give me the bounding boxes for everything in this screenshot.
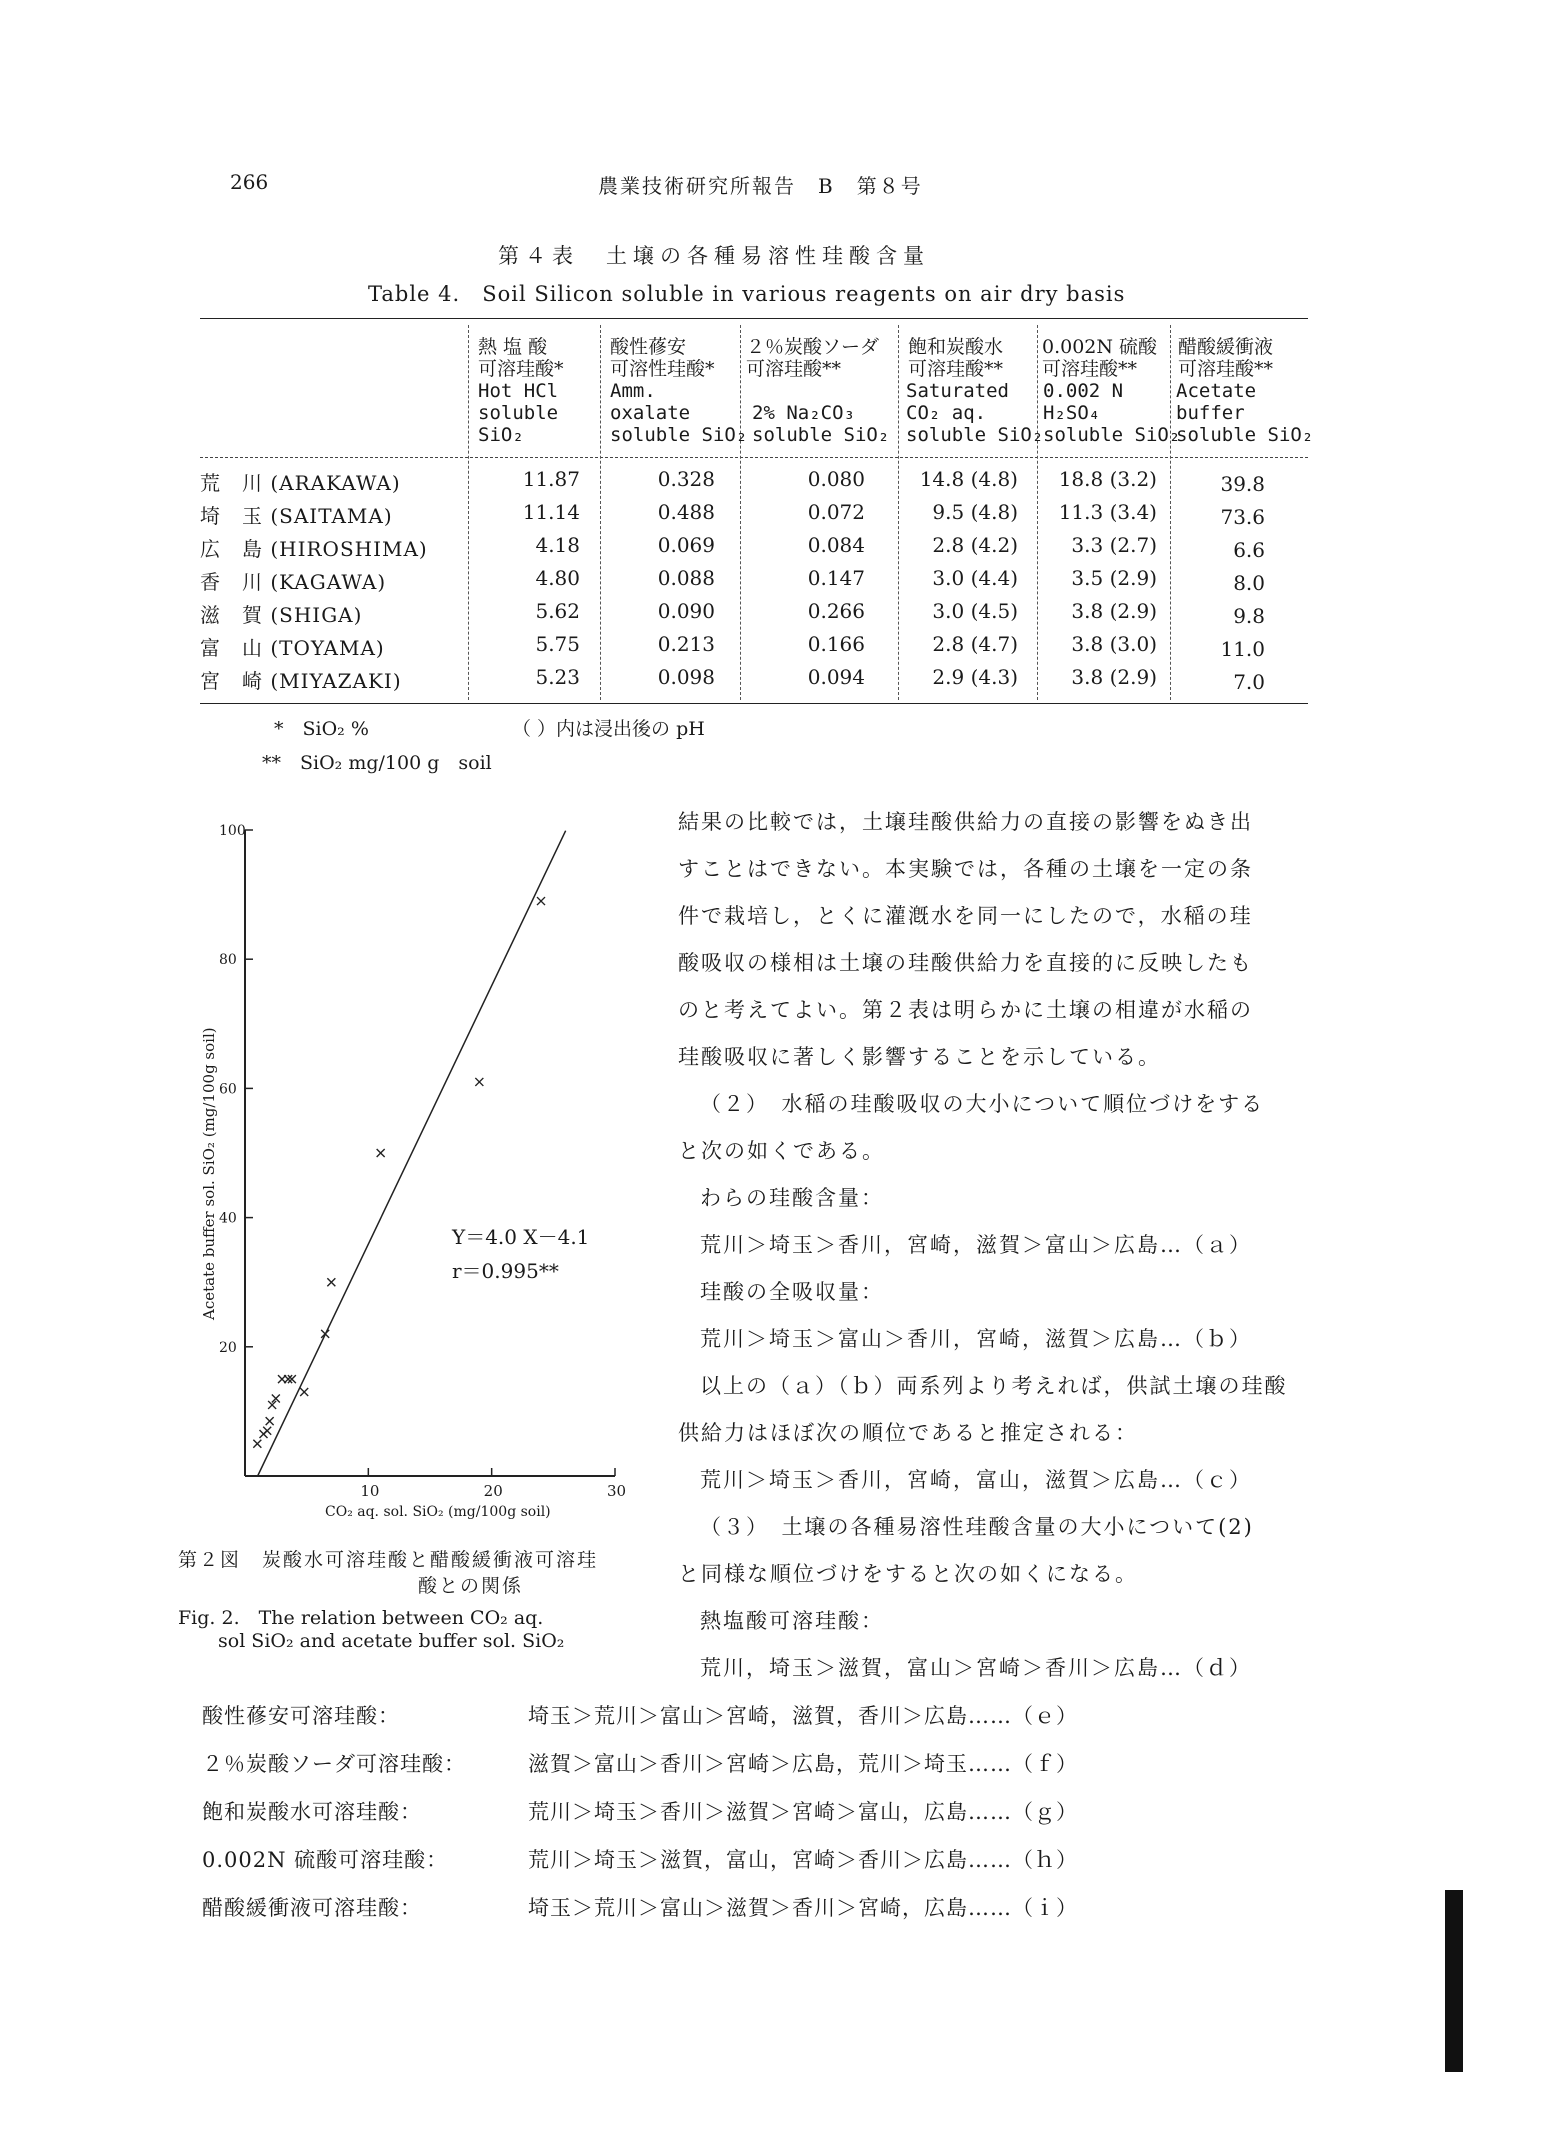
fit-equation: Y＝4.0 X－4.1 [452, 1225, 590, 1249]
x-axis-label: CO₂ aq. sol. SiO₂ (mg/100g soil) [325, 1504, 551, 1520]
table-cell: 11.0 [1220, 637, 1265, 661]
body-line: と同様な順位づけをすると次の如くになる。 [678, 1562, 1138, 1586]
page-number: 266 [230, 170, 269, 194]
row-label: 香 川 (KAGAWA) [200, 570, 387, 594]
row-label: 富 山 (TOYAMA) [200, 636, 385, 660]
table-cell: 0.328 [657, 467, 715, 491]
table-cell: 0.166 [807, 632, 865, 656]
journal-title: 農業技術研究所報告 B 第８号 [598, 174, 923, 198]
body-line: （２） 水稲の珪酸吸収の大小について順位づけをする [700, 1092, 1265, 1116]
table-cell: 11.87 [522, 467, 580, 491]
row-label: 荒 川 (ARAKAWA) [200, 471, 401, 495]
y-tick-label: 60 [219, 1081, 237, 1098]
col-header-en: Acetate buffer soluble SiO₂ [1176, 380, 1314, 446]
table-cell: 3.8 (3.0) [1071, 632, 1157, 656]
body-line: 酸吸収の様相は土壌の珪酸供給力を直接的に反映したも [678, 951, 1253, 975]
table-cell: 39.8 [1220, 472, 1265, 496]
table-cell: 73.6 [1220, 505, 1265, 529]
list-value: 埼玉＞荒川＞富山＞宮崎，滋賀，香川＞広島……（ｅ） [528, 1704, 1078, 1728]
table-cell: 5.23 [535, 665, 580, 689]
list-label: 酸性蓚安可溶珪酸： [202, 1704, 400, 1728]
body-line: 熱塩酸可溶珪酸： [700, 1609, 884, 1633]
table-cell: 2.8 (4.2) [932, 533, 1018, 557]
list-label: 飽和炭酸水可溶珪酸： [202, 1800, 422, 1824]
list-value: 滋賀＞富山＞香川＞宮崎＞広島，荒川＞埼玉……（ｆ） [528, 1752, 1078, 1776]
table-cell: 9.5 (4.8) [932, 500, 1018, 524]
body-line: 件で栽培し，とくに灌漑水を同一にしたので，水稲の珪 [678, 904, 1253, 928]
data-point [300, 1388, 308, 1396]
body-line: 以上の（ａ）（ｂ）両系列より考えれば，供試土壌の珪酸 [700, 1374, 1288, 1398]
table-cell: 0.094 [807, 665, 865, 689]
table-cell: 11.14 [522, 500, 580, 524]
body-line: 荒川＞埼玉＞香川，宮崎，滋賀＞富山＞広島…（ａ） [700, 1233, 1252, 1257]
table-cell: 6.6 [1233, 538, 1265, 562]
table-note: * SiO₂ % [274, 718, 369, 740]
table-cell: 7.0 [1233, 670, 1265, 694]
chart-ticks [219, 823, 626, 1500]
table-cell: 0.088 [657, 566, 715, 590]
col-header-ja: ２％炭酸ソーダ 可溶珪酸** [746, 336, 880, 380]
list-value: 荒川＞埼玉＞香川＞滋賀＞宮崎＞富山，広島……（ｇ） [528, 1800, 1078, 1824]
x-tick-label: 20 [483, 1482, 503, 1500]
table-cell: 2.9 (4.3) [932, 665, 1018, 689]
fit-correlation: r＝0.995** [452, 1259, 559, 1283]
data-point [327, 1278, 335, 1286]
table-cell: 0.072 [807, 500, 865, 524]
table-cell: 4.80 [535, 566, 580, 590]
table-cell: 11.3 (3.4) [1058, 500, 1157, 524]
body-line: 荒川＞埼玉＞香川，宮崎，富山，滋賀＞広島…（ｃ） [700, 1468, 1252, 1492]
table-cell: 2.8 (4.7) [932, 632, 1018, 656]
figure-caption-en: sol SiO₂ and acetate buffer sol. SiO₂ [218, 1630, 565, 1652]
row-label: 宮 崎 (MIYAZAKI) [200, 669, 402, 693]
table-cell: 0.266 [807, 599, 865, 623]
table-cell: 0.084 [807, 533, 865, 557]
data-point [475, 1078, 483, 1086]
table-cell: 0.080 [807, 467, 865, 491]
row-label: 広 島 (HIROSHIMA) [200, 537, 428, 561]
data-point [537, 897, 545, 905]
figure-caption-ja: 第２図 炭酸水可溶珪酸と醋酸緩衝液可溶珪 [178, 1549, 599, 1571]
table-cell: 0.090 [657, 599, 715, 623]
x-tick-label: 30 [607, 1482, 627, 1500]
table-cell: 0.213 [657, 632, 715, 656]
list-value: 荒川＞埼玉＞滋賀，富山，宮崎＞香川＞広島……（ｈ） [528, 1848, 1078, 1872]
table-cell: 14.8 (4.8) [919, 467, 1018, 491]
y-axis-label: Acetate buffer sol. SiO₂ (mg/100g soil) [200, 1027, 218, 1320]
table-cell: 3.0 (4.5) [932, 599, 1018, 623]
regression-line [258, 831, 566, 1476]
row-label: 滋 賀 (SHIGA) [200, 603, 363, 627]
table-col-divider [468, 325, 469, 700]
table-bottom-rule [200, 703, 1308, 704]
table-cell: 3.5 (2.9) [1071, 566, 1157, 590]
figure-caption-en: Fig. 2. The relation between CO₂ aq. [178, 1607, 544, 1629]
data-point [260, 1430, 268, 1438]
body-line: 供給力はほぼ次の順位であると推定される： [678, 1421, 1138, 1445]
table-cell: 3.8 (2.9) [1071, 665, 1157, 689]
table-top-rule [200, 318, 1308, 319]
col-header-ja: 熱 塩 酸 可溶珪酸* [478, 336, 564, 380]
row-label: 埼 玉 (SAITAMA) [200, 504, 393, 528]
scan-edge-mark [1445, 1890, 1463, 2072]
list-label: 0.002N 硫酸可溶珪酸： [202, 1848, 449, 1872]
body-line: 珪酸吸収に著しく影響することを示している。 [678, 1045, 1161, 1069]
col-header-en: Amm. oxalate soluble SiO₂ [610, 380, 748, 446]
table-cell: 0.147 [807, 566, 865, 590]
table-cell: 4.18 [535, 533, 580, 557]
col-header-ja: 酸性蓚安 可溶性珪酸* [610, 336, 715, 380]
table-header-rule [200, 457, 1308, 458]
data-point [253, 1440, 261, 1448]
x-tick-label: 10 [360, 1482, 380, 1500]
data-point [377, 1149, 385, 1157]
col-header-ja: 飽和炭酸水 可溶珪酸** [908, 336, 1004, 380]
y-tick-label: 40 [219, 1210, 237, 1227]
y-tick-label: 20 [219, 1339, 237, 1356]
table-cell: 3.8 (2.9) [1071, 599, 1157, 623]
body-line: 珪酸の全吸収量： [700, 1280, 884, 1304]
y-tick-label: 80 [219, 952, 237, 969]
data-point [278, 1375, 286, 1383]
body-line: と次の如くである。 [678, 1139, 885, 1163]
table-title-ja: 第４表 土壌の各種易溶性珪酸含量 [498, 244, 930, 268]
table-cell: 5.62 [535, 599, 580, 623]
table-cell: 9.8 [1233, 604, 1265, 628]
list-label: 醋酸緩衝液可溶珪酸： [202, 1896, 422, 1920]
body-line: 荒川＞埼玉＞富山＞香川，宮崎，滋賀＞広島…（ｂ） [700, 1327, 1252, 1351]
table-cell: 0.488 [657, 500, 715, 524]
table-cell: 18.8 (3.2) [1058, 467, 1157, 491]
y-tick-label: 100 [219, 823, 246, 839]
table-cell: 0.098 [657, 665, 715, 689]
col-header-en: Hot HCl soluble SiO₂ [478, 380, 559, 446]
table-cell: 3.3 (2.7) [1071, 533, 1157, 557]
col-header-ja: 醋酸緩衝液 可溶珪酸** [1178, 336, 1274, 380]
table-cell: 3.0 (4.4) [932, 566, 1018, 590]
col-header-en: Saturated CO₂ aq. soluble SiO₂ [906, 380, 1044, 446]
table-cell: 0.069 [657, 533, 715, 557]
table-note: ** SiO₂ mg/100 g soil [262, 752, 492, 774]
chart-fit-line [258, 831, 566, 1476]
list-label: ２％炭酸ソーダ可溶珪酸： [202, 1752, 466, 1776]
body-line: のと考えてよい。第２表は明らかに土壌の相違が水稲の [678, 998, 1253, 1022]
col-header-en: 2% Na₂CO₃ soluble SiO₂ [752, 402, 890, 446]
table-title-en: Table 4. Soil Silicon soluble in various reagents on air dry basis [368, 282, 1126, 306]
data-point [266, 1417, 274, 1425]
body-line: （３） 土壌の各種易溶性珪酸含量の大小について(2) [700, 1515, 1254, 1539]
body-line: すことはできない。本実験では，各種の土壌を一定の条 [678, 857, 1253, 881]
chart-axes [245, 830, 615, 1476]
body-line: 結果の比較では，土壌珪酸供給力の直接の影響をぬき出 [678, 810, 1253, 834]
col-header-en: 0.002 N H₂SO₄ soluble SiO₂ [1043, 380, 1181, 446]
chart-points [253, 897, 545, 1448]
col-header-ja: 0.002N 硫酸 可溶珪酸** [1042, 336, 1158, 380]
table-note: （ ）内は浸出後の pH [512, 718, 705, 740]
table-cell: 5.75 [535, 632, 580, 656]
figure-caption-ja: 酸との関係 [418, 1575, 524, 1597]
scatter-figure [190, 810, 640, 1530]
table-cell: 8.0 [1233, 571, 1265, 595]
list-value: 埼玉＞荒川＞富山＞滋賀＞香川＞宮崎，広島……（ｉ） [528, 1896, 1078, 1920]
body-line: 荒川，埼玉＞滋賀，富山＞宮崎＞香川＞広島…（ｄ） [700, 1656, 1252, 1680]
body-line: わらの珪酸含量： [700, 1186, 884, 1210]
